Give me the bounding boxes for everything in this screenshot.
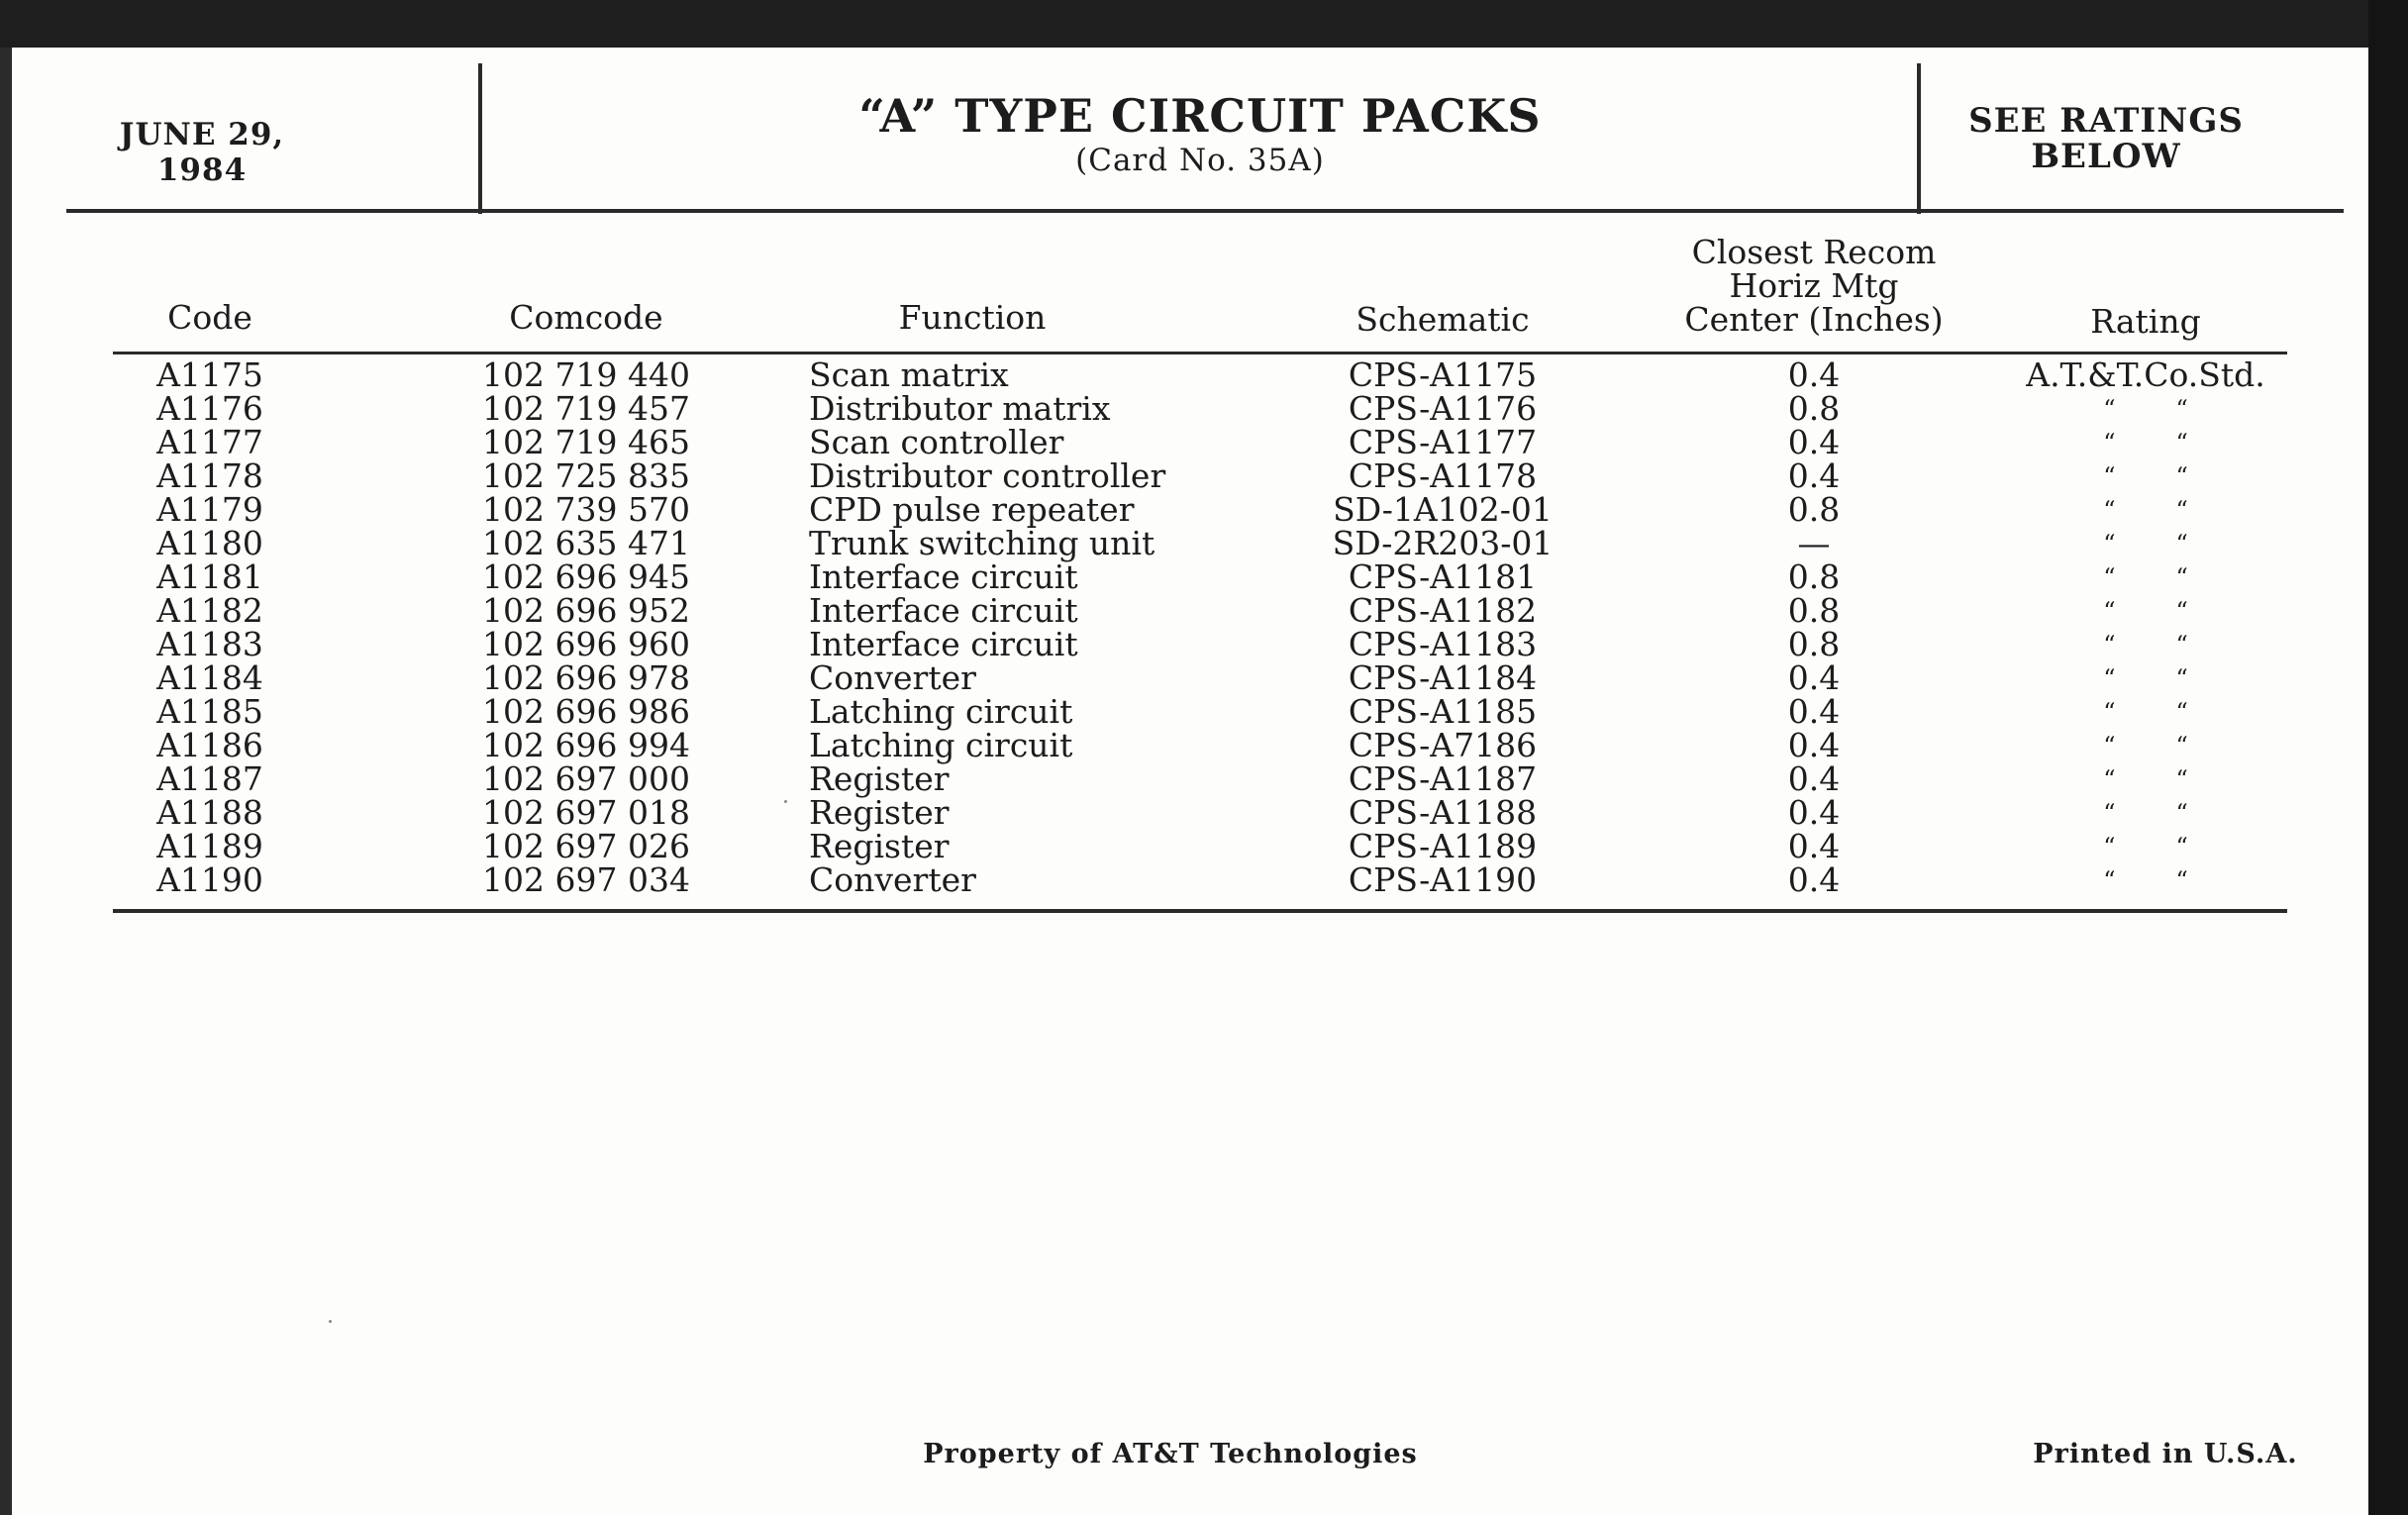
cell-comcode: 102 739 570 (482, 490, 690, 529)
cell-code: A1179 (156, 490, 263, 529)
cell-comcode: 102 725 835 (482, 456, 690, 495)
cell-rating: “ “ (2103, 765, 2188, 793)
cell-function: Scan matrix (809, 355, 1009, 394)
cell-function: CPD pulse repeater (809, 490, 1135, 529)
table-row (12, 625, 2368, 663)
table-row (12, 860, 2368, 899)
cell-schematic: CPS-A1181 (1348, 557, 1538, 596)
cell-schematic: CPS-A1189 (1348, 827, 1538, 865)
cell-rating: A.T.&T.Co.Std. (2026, 355, 2265, 394)
card-title: “A” TYPE CIRCUIT PACKS (858, 89, 1542, 143)
cell-rating: “ “ (2103, 395, 2188, 423)
cell-function: Scan controller (809, 423, 1064, 461)
table-row (12, 658, 2368, 697)
cell-comcode: 102 635 471 (482, 524, 690, 562)
cell-mounting-center: 0.8 (1787, 625, 1841, 663)
cell-schematic: SD-1A102-01 (1333, 490, 1553, 529)
cell-function: Converter (809, 658, 976, 697)
cell-schematic: CPS-A1185 (1348, 692, 1538, 731)
table-header-rule (113, 352, 2287, 354)
scan-speck (329, 1320, 332, 1323)
cell-code: A1181 (156, 557, 263, 596)
cell-rating: “ “ (2103, 597, 2188, 625)
table-bottom-rule (113, 909, 2287, 913)
cell-schematic: CPS-A1176 (1348, 389, 1538, 428)
cell-code: A1188 (156, 793, 263, 832)
cell-function: Latching circuit (809, 726, 1073, 764)
cell-code: A1184 (156, 658, 263, 697)
cell-rating: “ “ (2103, 530, 2188, 557)
cell-schematic: CPS-A1175 (1348, 355, 1538, 394)
cell-comcode: 102 696 960 (482, 625, 690, 663)
cell-mounting-center: 0.4 (1787, 355, 1841, 394)
cell-rating: “ “ (2103, 462, 2188, 490)
table-row (12, 827, 2368, 865)
col-header-center-line3: Center (Inches) (1684, 300, 1944, 339)
cell-code: A1176 (156, 389, 263, 428)
header-divider (66, 209, 2344, 213)
cell-comcode: 102 697 034 (482, 860, 690, 899)
cell-comcode: 102 696 994 (482, 726, 690, 764)
cell-mounting-center: 0.8 (1787, 389, 1841, 428)
cell-mounting-center: 0.4 (1787, 827, 1841, 865)
cell-code: A1180 (156, 524, 263, 562)
cell-rating: “ “ (2103, 833, 2188, 860)
ratings-note (1943, 103, 2269, 174)
table-row (12, 423, 2368, 461)
cell-code: A1190 (156, 860, 263, 899)
table-row (12, 355, 2368, 394)
cell-function: Interface circuit (809, 625, 1078, 663)
cell-mounting-center: 0.4 (1787, 692, 1841, 731)
table-row (12, 591, 2368, 630)
cell-mounting-center: 0.8 (1787, 591, 1841, 630)
cell-code: A1175 (156, 355, 263, 394)
cell-comcode: 102 697 018 (482, 793, 690, 832)
table-row (12, 524, 2368, 562)
title-block (477, 89, 1923, 178)
table-body (12, 355, 2368, 899)
col-header-comcode: Comcode (509, 298, 663, 337)
cell-function: Interface circuit (809, 591, 1078, 630)
scan-speck (784, 800, 787, 803)
col-header-code: Code (167, 298, 252, 337)
cell-schematic: CPS-A1178 (1348, 456, 1538, 495)
cell-function: Distributor matrix (809, 389, 1111, 428)
cell-rating: “ “ (2103, 799, 2188, 827)
cell-schematic: CPS-A1183 (1348, 625, 1538, 663)
cell-comcode: 102 696 945 (482, 557, 690, 596)
table-row (12, 456, 2368, 495)
cell-rating: “ “ (2103, 496, 2188, 524)
scan-top-border (0, 0, 2408, 48)
scan-right-border (2368, 0, 2408, 1515)
circuit-pack-card (12, 48, 2368, 1515)
cell-schematic: CPS-A1190 (1348, 860, 1538, 899)
cell-schematic: CPS-A1184 (1348, 658, 1538, 697)
cell-comcode: 102 719 457 (482, 389, 690, 428)
cell-schematic: CPS-A1188 (1348, 793, 1538, 832)
cell-function: Latching circuit (809, 692, 1073, 731)
cell-mounting-center: 0.4 (1787, 759, 1841, 798)
col-header-center-line2: Horiz Mtg (1729, 266, 1899, 305)
cell-comcode: 102 696 952 (482, 591, 690, 630)
card-subtitle: (Card No. 35A) (1075, 143, 1325, 178)
col-header-center-line1: Closest Recom (1691, 233, 1937, 271)
col-header-schematic: Schematic (1355, 300, 1530, 339)
table-row (12, 726, 2368, 764)
cell-comcode: 102 697 000 (482, 759, 690, 798)
cell-rating: “ “ (2103, 698, 2188, 726)
table-row (12, 389, 2368, 428)
cell-schematic: CPS-A7186 (1348, 726, 1538, 764)
cell-rating: “ “ (2103, 664, 2188, 692)
cell-function: Trunk switching unit (809, 524, 1155, 562)
cell-comcode: 102 697 026 (482, 827, 690, 865)
cell-function: Converter (809, 860, 976, 899)
cell-mounting-center: 0.4 (1787, 726, 1841, 764)
cell-mounting-center: — (1797, 524, 1831, 562)
cell-rating: “ “ (2103, 631, 2188, 658)
ratings-note-line1: SEE RATINGS (1968, 101, 2244, 141)
cell-comcode: 102 696 986 (482, 692, 690, 731)
col-header-rating: Rating (2090, 302, 2201, 341)
cell-schematic: CPS-A1182 (1348, 591, 1538, 630)
cell-schematic: CPS-A1187 (1348, 759, 1538, 798)
cell-function: Register (809, 827, 950, 865)
cell-function: Register (809, 793, 950, 832)
cell-function: Distributor controller (809, 456, 1166, 495)
col-header-center (1656, 233, 1972, 339)
cell-code: A1177 (156, 423, 263, 461)
cell-code: A1183 (156, 625, 263, 663)
cell-comcode: 102 719 465 (482, 423, 690, 461)
cell-code: A1189 (156, 827, 263, 865)
table-row (12, 759, 2368, 798)
table-row (12, 490, 2368, 529)
cell-mounting-center: 0.4 (1787, 658, 1841, 697)
cell-comcode: 102 719 440 (482, 355, 690, 394)
table-row (12, 793, 2368, 832)
cell-schematic: SD-2R203-01 (1332, 524, 1554, 562)
cell-function: Interface circuit (809, 557, 1078, 596)
cell-rating: “ “ (2103, 563, 2188, 591)
cell-rating: “ “ (2103, 429, 2188, 456)
cell-code: A1185 (156, 692, 263, 731)
ratings-note-line2: BELOW (2031, 137, 2181, 176)
col-header-function: Function (898, 298, 1047, 337)
cell-code: A1186 (156, 726, 263, 764)
cell-mounting-center: 0.4 (1787, 860, 1841, 899)
cell-mounting-center: 0.4 (1787, 793, 1841, 832)
cell-mounting-center: 0.8 (1787, 490, 1841, 529)
cell-function: Register (809, 759, 950, 798)
cell-mounting-center: 0.4 (1787, 456, 1841, 495)
cell-mounting-center: 0.4 (1787, 423, 1841, 461)
footer-printed: Printed in U.S.A. (2033, 1439, 2298, 1469)
table-row (12, 557, 2368, 596)
cell-rating: “ “ (2103, 732, 2188, 759)
footer-property: Property of AT&T Technologies (923, 1439, 1418, 1469)
table-row (12, 692, 2368, 731)
cell-code: A1187 (156, 759, 263, 798)
card-date: JUNE 29, 1984 (119, 117, 285, 188)
cell-comcode: 102 696 978 (482, 658, 690, 697)
cell-mounting-center: 0.8 (1787, 557, 1841, 596)
cell-code: A1178 (156, 456, 263, 495)
cell-rating: “ “ (2103, 866, 2188, 894)
cell-schematic: CPS-A1177 (1348, 423, 1538, 461)
cell-code: A1182 (156, 591, 263, 630)
